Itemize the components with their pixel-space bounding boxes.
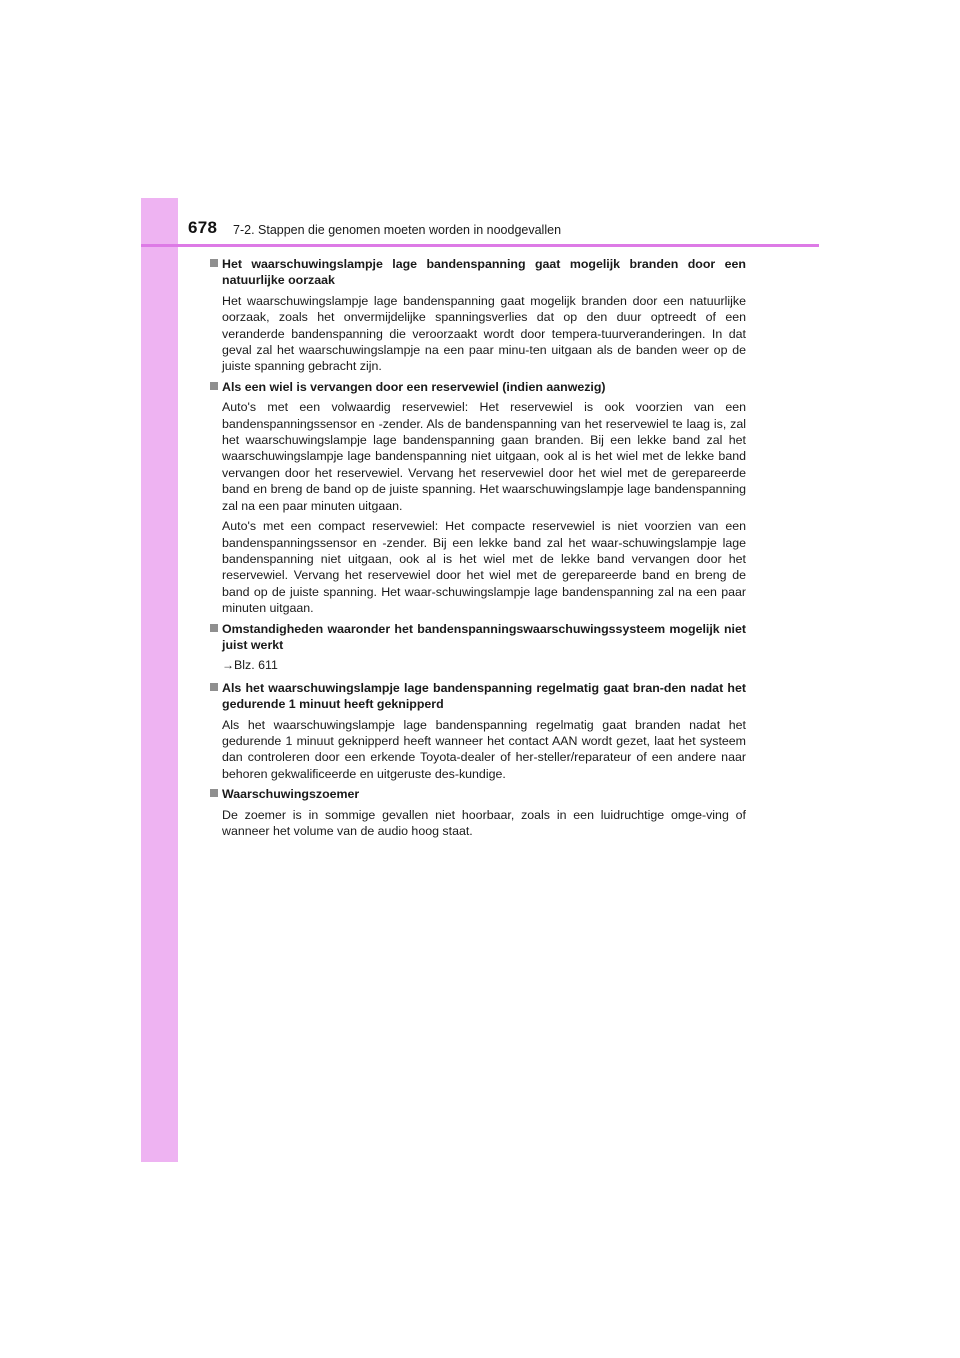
body-paragraph: De zoemer is in sommige gevallen niet hoorbaar, zoals in een luidruchtige omge-ving of wanneer het volume van de audio hoog staat.: [222, 807, 746, 838]
section-heading-text: Het waarschuwingslampje lage bandenspanning gaat mogelijk branden door een natuurlijke oorzaak: [222, 257, 746, 288]
section-heading: [210, 256, 746, 289]
body-paragraph: Als het waarschuwingslampje lage bandenspanning regelmatig gaat branden nadat het gedurende 1 minuut geknipperd heeft wanneer het contact AAN wordt gezet, laat het systeem dan controleren door een erkende Toyota-dealer of her-steller/reparateur of een andere naar behoren gekwalificeerde en uitgeruste des-kundige.: [222, 717, 746, 781]
section-warning-buzzer: [210, 786, 746, 839]
chapter-side-tab: [141, 198, 178, 1162]
section-title: 7-2. Stappen die genomen moeten worden in noodgevallen: [233, 223, 562, 237]
square-bullet-icon: [210, 624, 218, 632]
section-heading-text: Omstandigheden waaronder het bandenspanningswaarschuwingssysteem mogelijk niet juist werkt: [222, 621, 746, 652]
page-reference-text: Blz. 611: [234, 658, 278, 673]
section-regular-lighting: [210, 680, 746, 782]
page-number: 678: [188, 218, 218, 237]
square-bullet-icon: [210, 789, 218, 797]
section-malfunction-conditions: [210, 621, 746, 674]
header-rule: [141, 244, 819, 247]
section-heading-text: Waarschuwingszoemer: [222, 787, 360, 802]
body-paragraph: Auto's met een compact reservewiel: Het compacte reservewiel is niet voorzien van een bandenspanningssensor en -zender. Bij een lekke band zal het waar-schuwingslampje lage bandenspanning niet uitgaan, ook al is het wiel met de lekke band vervangen door het reservewiel. Vervang het reservewiel door het wiel met de gerepareerde band en breng de band op de juiste spanning. Het waar-schuwingslampje lage bandenspanning zal na een paar minuten uitgaan.: [222, 519, 746, 616]
square-bullet-icon: [210, 382, 218, 390]
arrow-right-icon: →: [222, 658, 234, 673]
section-heading-text: Als het waarschuwingslampje lage bandenspanning regelmatig gaat bran-den nadat het gedurende 1 minuut heeft geknipperd: [222, 680, 746, 712]
page-content: [210, 256, 746, 843]
section-heading: [210, 621, 746, 654]
section-heading: [210, 379, 746, 395]
section-heading: [210, 680, 746, 713]
square-bullet-icon: [210, 683, 218, 691]
page-reference-link[interactable]: [210, 657, 746, 673]
square-bullet-icon: [210, 259, 218, 267]
section-heading: [210, 786, 746, 802]
section-natural-cause: [210, 256, 746, 375]
body-paragraph: Auto's met een volwaardig reservewiel: Het reservewiel is ook voorzien van een bandenspanningssensor en -zender. Als de bandenspanning van het reservewiel te laag is, zal het waarschuwingslampje lage bandenspanning gaan branden. Bij een lekke band zal het waarschuwingslampje lage bandenspanning niet uitgaan, ook al is het wiel met de lekke band vervangen door het reservewiel. Vervang het reservewiel door het wiel met de gerepareerde band en breng de band op de juiste spanning. Het waarschuwingslampje lage bandenspanning zal na een paar minuten uitgaan.: [222, 400, 746, 513]
section-spare-wheel: [210, 379, 746, 617]
body-paragraph: Het waarschuwingslampje lage bandenspanning gaat mogelijk branden door een natuurlijke oorzaak, zoals het onvermijdelijke spanningsverlies dat op den duur optreedt of een veranderde bandenspanning die veroorzaakt wordt door tempera-tuurveranderingen. In dat geval zal het waarschuwingslampje na een paar minu-ten uitgaan als de banden weer op de juiste spanning gebracht zijn.: [222, 293, 746, 374]
section-heading-text: Als een wiel is vervangen door een reservewiel (indien aanwezig): [222, 379, 606, 394]
